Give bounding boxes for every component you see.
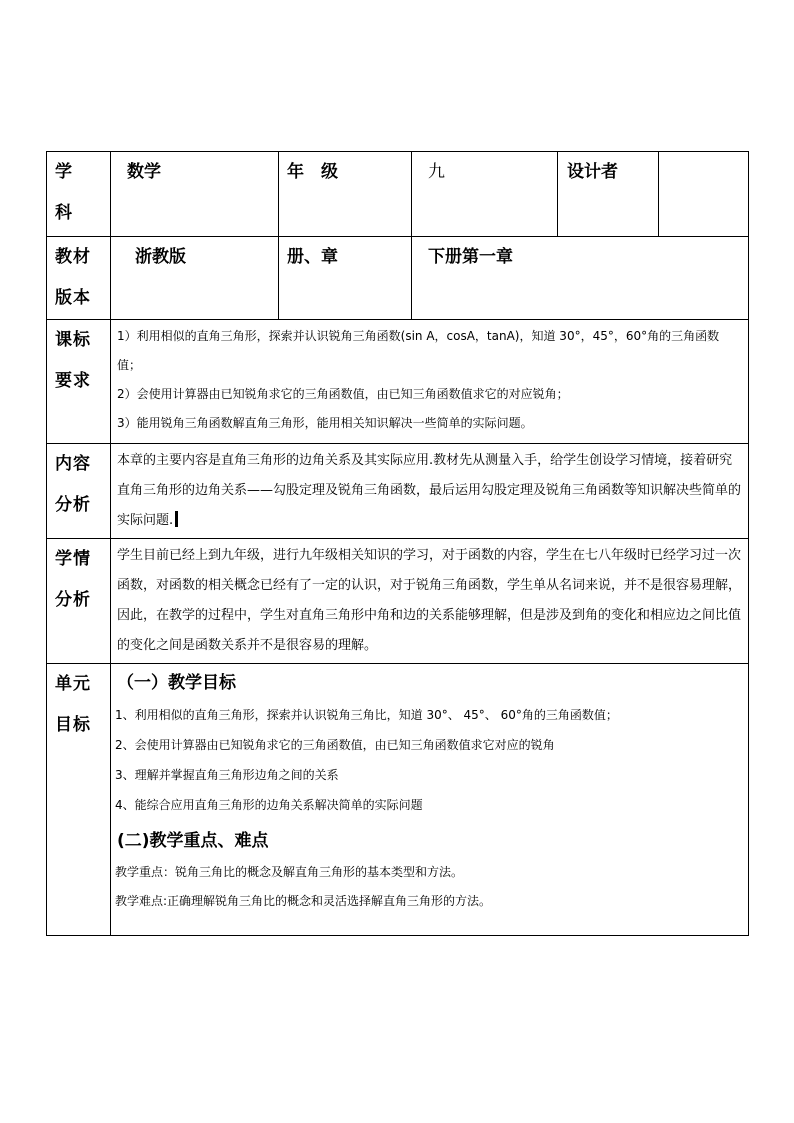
unit-goals-content xyxy=(111,664,749,936)
content-analysis-text xyxy=(111,444,749,539)
grade-label: 年 级 xyxy=(279,152,412,237)
textbook-label xyxy=(47,237,111,320)
row-content-analysis xyxy=(47,444,749,539)
curriculum-label-line1: 课标 xyxy=(55,330,91,350)
designer-value xyxy=(659,152,749,237)
goal-item: 4、能综合应用直角三角形的边角关系解决简单的实际问题 xyxy=(115,798,423,812)
curriculum-line: 1）利用相似的直角三角形，探索并认识锐角三角函数(sin A，cosA，tanA)，知道 30°，45°，60°角的三角函数值； xyxy=(117,329,720,372)
student-analysis-label-line2: 分析 xyxy=(55,590,91,610)
key-point: 教学重点：锐角三角比的概念及解直角三角形的基本类型和方法。 xyxy=(115,865,464,879)
row-unit-goals xyxy=(47,664,749,936)
row-textbook xyxy=(47,237,749,320)
goal-item: 1、利用相似的直角三角形，探索并认识锐角三角比，知道 30°、 45°、 60°角的三角函数值； xyxy=(115,708,618,722)
unit-goals-label-line2: 目标 xyxy=(55,715,91,735)
difficult-point: 教学难点:正确理解锐角三角比的概念和灵活选择解直角三角形的方法。 xyxy=(115,894,492,908)
lesson-plan-table xyxy=(46,151,749,936)
unit-goals-label-line1: 单元 xyxy=(55,674,91,694)
subject-value: 数学 xyxy=(111,152,279,237)
curriculum-line: 3）能用锐角三角函数解直角三角形，能用相关知识解决一些简单的实际问题。 xyxy=(117,416,533,430)
key-difficult-points-title: (二)教学重点、难点 xyxy=(117,831,269,851)
subject-label-line2: 科 xyxy=(55,203,73,223)
goal-item: 3、理解并掌握直角三角形边角之间的关系 xyxy=(115,768,339,782)
student-analysis-text: 学生目前已经上到九年级，进行九年级相关知识的学习，对于函数的内容，学生在七八年级时已经学习过一次函数，对函数的相关概念已经有了一定的认识，对于锐角三角函数，学生单从名词来说，并不是很容易理解，因此，在教学的过程中，学生对直角三角形中角和边的关系能够理解，但是涉及到角的变化和相应边之间比值的变化之间是函数关系并不是很容易的理解。 xyxy=(111,539,749,664)
unit-goals-label xyxy=(47,664,111,936)
grade-value: 九 xyxy=(412,152,558,237)
content-analysis-label xyxy=(47,444,111,539)
volume-value: 下册第一章 xyxy=(412,237,749,320)
textbook-version-value: 浙教版 xyxy=(111,237,279,320)
content-analysis-label-line1: 内容 xyxy=(55,454,91,474)
curriculum-label-line2: 要求 xyxy=(55,371,91,391)
row-subject xyxy=(47,152,749,237)
teaching-goals-title: （一）教学目标 xyxy=(117,673,236,693)
student-analysis-label xyxy=(47,539,111,664)
curriculum-content xyxy=(111,320,749,444)
curriculum-label xyxy=(47,320,111,444)
student-analysis-label-line1: 学情 xyxy=(55,549,91,569)
volume-label: 册、章 xyxy=(279,237,412,320)
row-curriculum xyxy=(47,320,749,444)
textbook-label-line1: 教材 xyxy=(55,247,91,267)
row-student-analysis xyxy=(47,539,749,664)
content-analysis-paragraph: 本章的主要内容是直角三角形的边角关系及其实际应用.教材先从测量入手，给学生创设学习情境，接着研究直角三角形的边角关系——勾股定理及锐角三角函数，最后运用勾股定理及锐角三角函数等知识解决些简单的实际问题. xyxy=(117,453,742,528)
textbook-label-line2: 版本 xyxy=(55,288,91,308)
content-analysis-label-line2: 分析 xyxy=(55,495,91,515)
text-cursor xyxy=(175,511,178,527)
curriculum-line: 2）会使用计算器由已知锐角求它的三角函数值，由已知三角函数值求它的对应锐角； xyxy=(117,387,569,401)
designer-label: 设计者 xyxy=(558,152,659,237)
goal-item: 2、会使用计算器由已知锐角求它的三角函数值，由已知三角函数值求它对应的锐角 xyxy=(115,738,555,752)
subject-label xyxy=(47,152,111,237)
subject-label-line1: 学 xyxy=(55,162,73,182)
